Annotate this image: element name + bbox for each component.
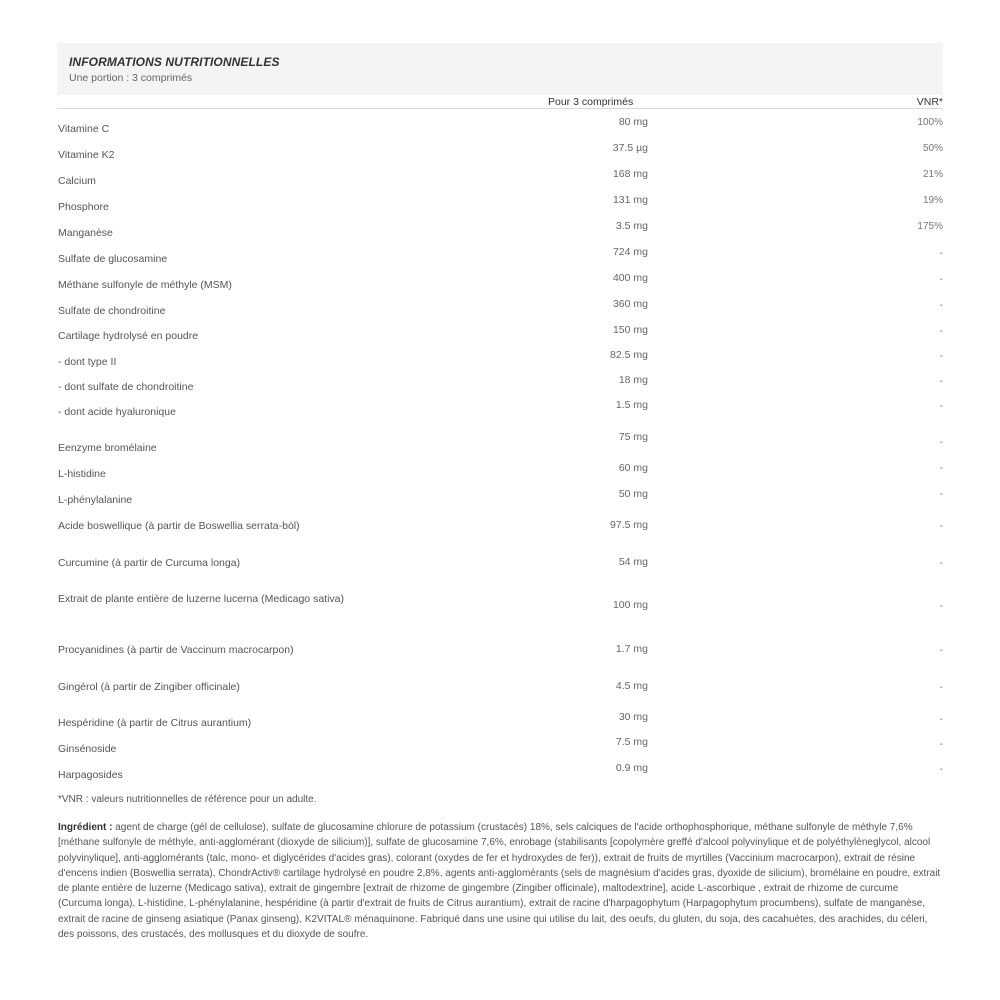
nutrient-amount: 131 mg — [612, 194, 648, 206]
nutrient-amount: 75 mg — [618, 431, 648, 443]
nutrient-vnr: - — [939, 300, 943, 311]
nutrient-amount: 0.9 mg — [615, 762, 648, 774]
column-headers — [57, 95, 943, 109]
nutrient-vnr: - — [939, 764, 943, 775]
nutrient-name: Calcium — [58, 175, 96, 187]
nutrient-vnr: - — [939, 463, 943, 474]
nutrient-name: Sulfate de chondroitine — [58, 305, 166, 317]
nutrient-name: Phosphore — [58, 201, 109, 213]
nutrient-vnr: - — [939, 645, 943, 656]
nutrient-name: Méthane sulfonyle de méthyle (MSM) — [58, 279, 232, 291]
nutrient-name: Sulfate de glucosamine — [58, 253, 168, 265]
ingredients-block — [58, 820, 944, 942]
nutrient-amount: 724 mg — [612, 246, 648, 258]
column-header-vnr: VNR* — [916, 96, 943, 108]
nutrient-name: - dont acide hyaluronique — [58, 406, 176, 418]
nutrient-amount: 54 mg — [618, 556, 648, 568]
portion-subtitle: Une portion : 3 comprimés — [69, 72, 193, 84]
nutrition-title: INFORMATIONS NUTRITIONNELLES — [69, 55, 280, 69]
nutrient-amount: 80 mg — [618, 116, 648, 128]
nutrient-vnr: - — [939, 376, 943, 387]
nutrient-vnr: 100% — [917, 117, 943, 128]
nutrient-amount: 97.5 mg — [610, 519, 648, 531]
nutrient-vnr: 19% — [922, 195, 943, 206]
nutrient-vnr: - — [939, 558, 943, 569]
nutrient-name: Vitamine C — [58, 123, 110, 135]
nutrient-name: Manganèse — [58, 227, 113, 239]
nutrient-name: Hespéridine (à partir de Citrus aurantium) — [58, 717, 252, 729]
nutrient-vnr: 50% — [922, 143, 943, 154]
nutrient-amount: 50 mg — [618, 488, 648, 500]
nutrient-name: Procyanidines (à partir de Vaccinum macrocarpon) — [58, 644, 294, 656]
nutrient-amount: 18 mg — [618, 374, 648, 386]
nutrient-vnr: 175% — [917, 221, 943, 232]
nutrient-amount: 1.5 mg — [615, 399, 648, 411]
nutrient-vnr: - — [939, 739, 943, 750]
nutrient-name: Acide boswellique (à partir de Boswellia serrata-ból) — [58, 520, 300, 532]
nutrient-amount: 60 mg — [618, 462, 648, 474]
nutrient-vnr: - — [939, 489, 943, 500]
nutrient-name: Gingérol (à partir de Zingiber officinale) — [58, 681, 240, 693]
nutrient-name: Extrait de plante entière de luzerne lucerna (Medicago sativa) — [58, 593, 344, 605]
nutrient-vnr: - — [939, 351, 943, 362]
nutrient-amount: 168 mg — [612, 168, 648, 180]
vnr-footnote: *VNR : valeurs nutritionnelles de référence pour un adulte. — [58, 794, 317, 805]
nutrient-amount: 37.5 µg — [612, 142, 648, 154]
nutrient-name: Curcumine (à partir de Curcuma longa) — [58, 557, 241, 569]
nutrient-name: - dont type II — [58, 356, 117, 368]
nutrient-amount: 30 mg — [618, 711, 648, 723]
ingredients-text: agent de charge (gél de cellulose), sulfate de glucosamine chlorure de potassium (crustacés) 18%, sels calciques de l'acide orthophosphorique, méthane sulfonyle de méthyle 7,6% [méthane sulfonyle de méthyle, anti-agglomérant (dioxyde de silicium)], sulfate de glucosamine 7,6%, enrobage (stabilisants [copolymère greffé d'alcool polyvinylique et de polyéthylèneglycol, alcool polyvinylique], anti-agglomérants (talc, mono- et diglycérides d'acides gras), colorant (oxydes de fer et hydroxydes de fer)), extrait de fruits de myrtilles (Vaccinium macrocarpon), extrait de résine d'encens indien (Boswellia serrata), ChondrActiv® cartilage hydrolysé en poudre 2,8%, agents anti-agglomérants (sels de magnésium d'acides gras, dyoxide de silicium), bromélaine en poudre, extrait de plante entière de luzerne (Medicago sativa), extrait de gingembre [extrait de rhizome de gingembre (Zingiber officinale), maltodextrine], acide L-ascorbique , extrait de rhizome de curcume (Curcuma longa), L-histidine, L-phénylalanine, hespéridine (à partir d'extrait de fruits de Citrus aurantium), extrait de racine d'harpagophytum (Harpagophytum procumbens), sulfate de manganèse, extrait de racine de ginseng asiatique (Panax ginseng), K2VITAL® ménaquinone. Fabriqué dans une usine qui utilise du lait, des oeufs, du gluten, du soja, des cacahuètes, des arachides, du céleri, des poissons, des crustacés, des mollusques et du dioxyde de soufre. — [58, 822, 941, 941]
nutrient-name: Ginsénoside — [58, 743, 117, 755]
nutrient-amount: 360 mg — [612, 298, 648, 310]
nutrient-vnr: - — [939, 714, 943, 725]
nutrient-amount: 1.7 mg — [615, 643, 648, 655]
column-header-amount: Pour 3 comprimés — [548, 96, 634, 108]
ingredients-label: Ingrédient : — [58, 822, 113, 833]
nutrition-panel — [57, 43, 943, 109]
nutrient-amount: 4.5 mg — [615, 680, 648, 692]
nutrient-name: - dont sulfate de chondroitine — [58, 381, 194, 393]
nutrient-vnr: - — [939, 601, 943, 612]
nutrient-vnr: - — [939, 682, 943, 693]
nutrient-amount: 150 mg — [612, 324, 648, 336]
nutrient-name: L-histidine — [58, 468, 106, 480]
nutrient-amount: 400 mg — [612, 272, 648, 284]
header-divider — [57, 108, 943, 109]
nutrient-vnr: - — [939, 326, 943, 337]
nutrition-header — [57, 43, 943, 95]
nutrient-vnr: - — [939, 521, 943, 532]
nutrient-vnr: - — [939, 437, 943, 448]
nutrient-name: Vitamine K2 — [58, 149, 115, 161]
nutrient-vnr: - — [939, 248, 943, 259]
nutrient-name: Eenzyme bromélaine — [58, 442, 157, 454]
nutrient-vnr: - — [939, 274, 943, 285]
nutrient-amount: 100 mg — [612, 599, 648, 611]
nutrient-name: Cartilage hydrolysé en poudre — [58, 330, 199, 342]
nutrient-name: Harpagosides — [58, 769, 123, 781]
nutrient-vnr: - — [939, 401, 943, 412]
nutrient-amount: 82.5 mg — [610, 349, 648, 361]
nutrient-name: L-phénylalanine — [58, 494, 133, 506]
nutrient-amount: 7.5 mg — [615, 736, 648, 748]
nutrient-vnr: 21% — [922, 169, 943, 180]
nutrient-amount: 3.5 mg — [615, 220, 648, 232]
